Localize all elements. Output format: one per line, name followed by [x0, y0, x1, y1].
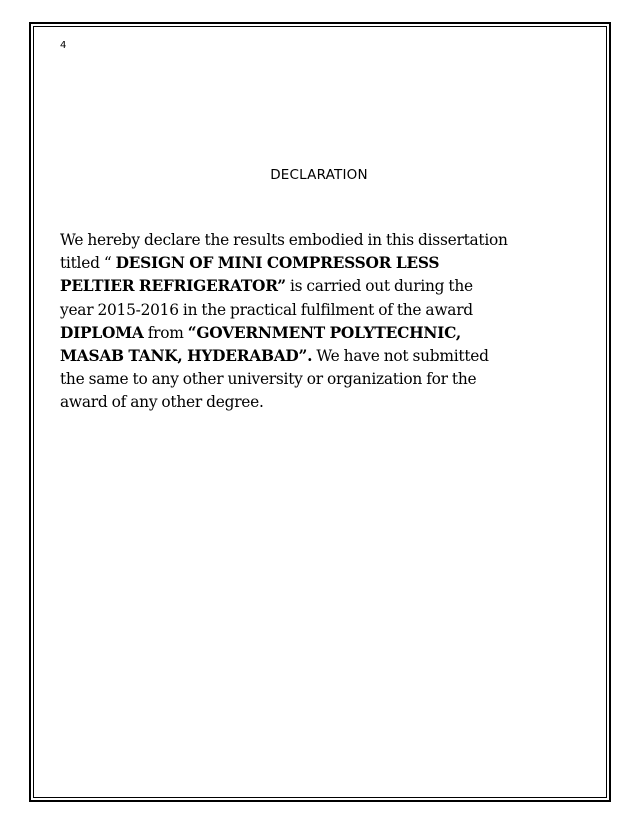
paragraph-line: [60, 322, 580, 345]
paragraph-line: [60, 368, 580, 391]
declaration-paragraph: [60, 229, 580, 415]
paragraph-line: [60, 275, 580, 298]
paragraph-line: [60, 391, 580, 414]
paragraph-text: is carried out during the: [285, 277, 473, 296]
paragraph-text: from: [143, 323, 188, 342]
project-title-part-2: PELTIER REFRIGERATOR”: [60, 277, 286, 296]
page-title: DECLARATION: [270, 167, 368, 183]
institution-name-part-2: MASAB TANK, HYDERABAD”.: [60, 347, 313, 366]
paragraph-line: [60, 252, 580, 275]
institution-name-part-1: “GOVERNMENT POLYTECHNIC,: [187, 323, 461, 342]
paragraph-text: We have not submitted: [312, 347, 489, 366]
paragraph-text: the same to any other university or organization for the: [60, 370, 477, 389]
paragraph-text: year 2015-2016 in the practical fulfilment of the award: [60, 300, 473, 319]
award-name: DIPLOMA: [60, 323, 144, 342]
project-title-part-1: DESIGN OF MINI COMPRESSOR LESS: [115, 254, 440, 273]
paragraph-line: [60, 345, 580, 368]
paragraph-text: titled “: [60, 254, 116, 273]
paragraph-line: [60, 229, 580, 252]
paragraph-text: award of any other degree.: [60, 393, 264, 412]
paragraph-line: [60, 299, 580, 322]
page-number: 4: [60, 40, 67, 51]
paragraph-text: We hereby declare the results embodied in this dissertation: [60, 231, 508, 249]
